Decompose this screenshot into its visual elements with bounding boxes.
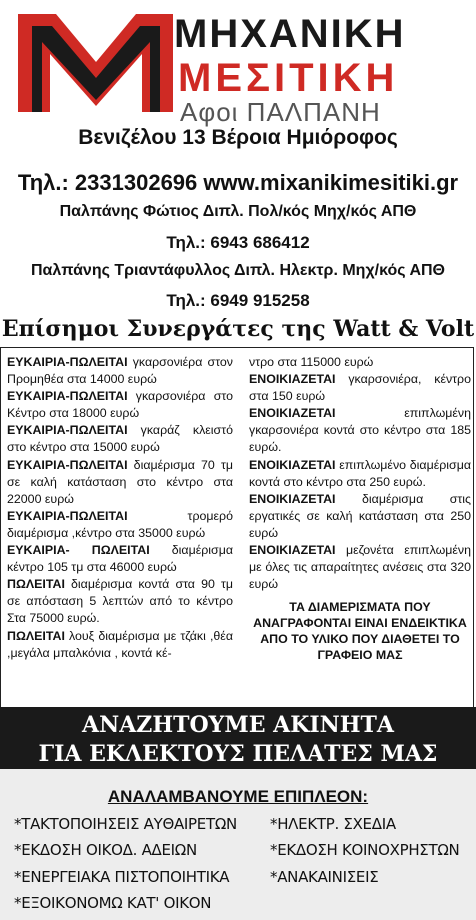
list-item: ΕΥΚΑΙΡΙΑ-ΠΩΛΕΙΤΑΙ τρομερό διαμέρισμα ,κέντρο στα 35000 ευρώ <box>7 508 233 540</box>
list-item: ΕΥΚΑΙΡΙΑ-ΠΩΛΕΙΤΑΙ γκαρσονιέρα στον Προμηθέα στα 14000 ευρώ <box>7 355 233 387</box>
service-item: *ΤΑΚΤΟΠΟΙΗΣΕΙΣ ΑΥΘΑΙΡΕΤΩΝ <box>14 815 237 833</box>
service-item: *ΑΝΑΚΑΙΝΙΣΕΙΣ <box>270 868 379 886</box>
service-item: *ΕΝΕΡΓΕΙΑΚΑ ΠΙΣΤΟΠΟΙΗΤΙΚΑ <box>14 868 230 886</box>
phone2: Τηλ.: 6949 915258 <box>166 291 310 310</box>
service-item: *ΕΞΟΙΚΟΝΟΜΩ ΚΑΤ' ΟΙΚΟΝ <box>14 894 212 912</box>
list-item: ΕΝΟΙΚΙΑΖΕΤΑΙ επιπλωμένο διαμέρισμα κοντά στο κέντρο στα 250 ευρώ. <box>249 457 471 489</box>
listings-box <box>0 347 474 707</box>
person1: Παλπάνης Φώτιος Διπλ. Πολ/κός Μηχ/κός ΑΠΘ <box>59 203 417 220</box>
banner-line2: ΓΙΑ ΕΚΛΕΚΤΟΥΣ ΠΕΛΑΤΕΣ ΜΑΣ <box>38 741 438 767</box>
m-logo-icon <box>18 14 173 112</box>
list-item: ΕΥΚΑΙΡΙΑ- ΠΩΛΕΙΤΑΙ διαμέρισμα κέντρο 105 τμ στα 46000 ευρώ <box>7 543 233 575</box>
phone1: Τηλ.: 6943 686412 <box>166 233 310 252</box>
address: Βενιζέλου 13 Βέροια Ημιόροφος <box>78 126 398 149</box>
list-item: ΕΝΟΙΚΙΑΖΕΤΑΙ διαμέρισμα στις εργατικές σε καλή κατάσταση στα 250 ευρώ <box>249 491 471 540</box>
partners-line: Επίσημοι Συνεργάτες της Watt & Volt <box>1 316 475 342</box>
banner-line1: ΑΝΑΖΗΤΟΥΜΕ ΑΚΙΝΗΤΑ <box>82 712 394 738</box>
list-item: ΠΩΛΕΙΤΑΙ λουξ διαμέρισμα με τζάκι ,θέα ,μεγάλα μπαλκόνια , κοντά κέ- <box>7 628 233 660</box>
services-section <box>0 769 476 920</box>
list-item: ΕΝΟΙΚΙΑΖΕΤΑΙ μεζονέτα επιπλωμένη με όλες τις απαραίτητες ανέσεις στα 320 ευρώ <box>249 543 471 592</box>
brand-line3: Αφοι ΠΑΛΠΑΝΗ <box>180 97 381 127</box>
list-item: ΕΥΚΑΙΡΙΑ-ΠΩΛΕΙΤΑΙ γκαράζ κλειστό στο κέντρο στα 15000 ευρώ <box>7 423 233 455</box>
list-item: ΕΝΟΙΚΙΑΖΕΤΑΙ επιπλωμένη γκαρσονιέρα κοντά στο κέντρο στα 185 ευρώ. <box>249 406 471 455</box>
listings-left-column <box>7 354 233 662</box>
services-title: ΑΝΑΛΑΜΒΑΝΟΥΜΕ ΕΠΙΠΛΕΟΝ: <box>107 787 369 806</box>
list-item: ΠΩΛΕΙΤΑΙ διαμέρισμα κοντά στα 90 τμ σε απόσταση 5 λεπτών από το κέντρο Στα 75000 ευρώ. <box>7 577 233 626</box>
service-item: *ΕΚΔΟΣΗ ΟΙΚΟΔ. ΑΔΕΙΩΝ <box>14 841 197 859</box>
company-logo <box>8 6 472 127</box>
listings-note: ΤΑ ΔΙΑΜΕΡΙΣΜΑΤΑ ΠΟΥ ΑΝΑΓΡΑΦΟΝΤΑΙ ΕΙΝΑΙ ΕΝΔΕΙΚΤΙΚΑ ΑΠΟ ΤΟ ΥΛΙΚΟ ΠΟΥ ΔΙΑΘΕΤΕΙ ΤΟ ΓΡΑΦΕΙΟ ΜΑΣ <box>253 600 467 663</box>
brand-line2: ΜΕΣΙΤΙΚΗ <box>178 56 399 100</box>
person2: Παλπάνης Τριαντάφυλλος Διπλ. Ηλεκτρ. Μηχ/κός ΑΠΘ <box>31 262 445 279</box>
service-item: *ΗΛΕΚΤΡ. ΣΧΕΔΙΑ <box>270 815 396 833</box>
list-item: ΕΝΟΙΚΙΑΖΕΤΑΙ γκαρσονιέρα, κέντρο στα 150 ευρώ <box>249 372 471 404</box>
list-item-continuation: ντρο στα 115000 ευρώ <box>249 355 374 369</box>
search-banner <box>0 707 476 769</box>
list-item: ΕΥΚΑΙΡΙΑ-ΠΩΛΕΙΤΑΙ διαμέρισμα 70 τμ σε καλή κατάσταση στο κέντρο στα 22000 ευρώ <box>7 457 233 506</box>
list-item: ΕΥΚΑΙΡΙΑ-ΠΩΛΕΙΤΑΙ γκαρσονιέρα στο Κέντρο στα 18000 ευρώ <box>7 389 233 421</box>
phone-website: Τηλ.: 2331302696 www.mixanikimesitiki.gr <box>17 170 459 195</box>
listings-right-column <box>249 354 471 663</box>
service-item: *ΕΚΔΟΣΗ ΚΟΙΝΟΧΡΗΣΤΩΝ <box>270 841 460 859</box>
brand-line1: ΜΗΧΑΝΙΚΗ <box>174 12 406 56</box>
